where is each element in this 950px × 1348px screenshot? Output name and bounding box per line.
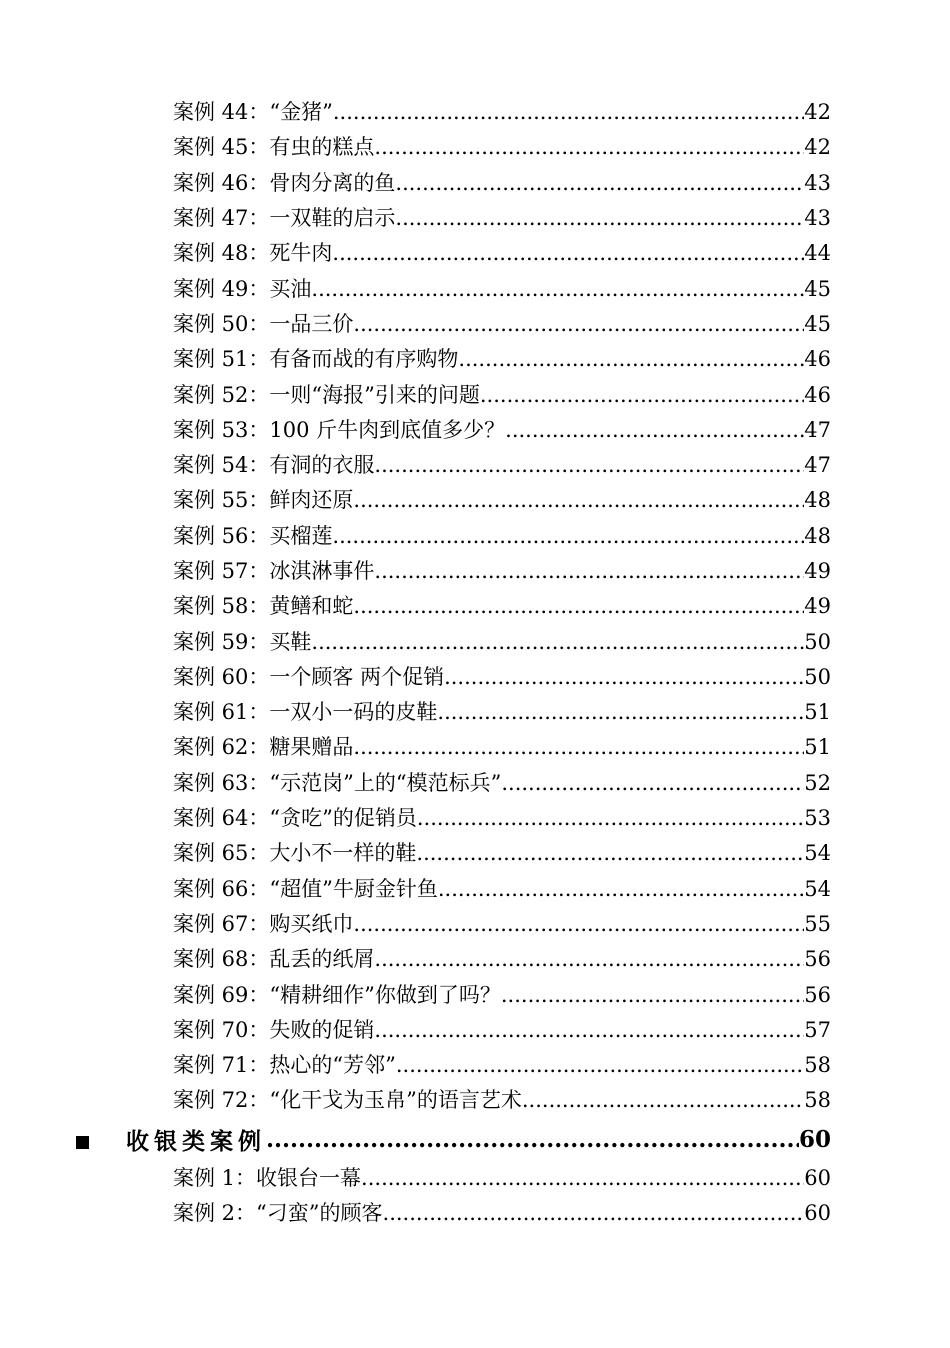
toc-entry-page: 45 — [804, 311, 831, 336]
toc-entry[interactable] — [0, 236, 950, 271]
toc-entry-page: 53 — [804, 806, 831, 831]
dot-leader — [311, 272, 804, 307]
toc-entry-page: 51 — [804, 735, 831, 760]
toc-entry-title: 案例 63：“示范岗”上的“模范标兵” — [173, 770, 502, 795]
toc-entry[interactable] — [0, 1048, 950, 1083]
toc-entry-title: 案例 72：“化干戈为玉帛”的语言艺术 — [173, 1088, 522, 1113]
toc-entry-title: 案例 57：冰淇淋事件 — [173, 559, 375, 583]
toc-entry-title: 案例 66：“超值”牛厨金针鱼 — [173, 876, 438, 901]
toc-entry[interactable] — [0, 554, 950, 589]
dot-leader — [396, 1048, 804, 1083]
dot-leader — [332, 236, 804, 271]
toc-entry[interactable] — [0, 624, 950, 659]
toc-entry-title: 案例 55：鲜肉还原 — [173, 488, 354, 513]
toc-entry-page: 49 — [804, 559, 831, 583]
toc-entry[interactable] — [0, 95, 950, 130]
dot-leader — [444, 660, 804, 695]
dot-leader — [480, 378, 804, 413]
toc-entry-page: 60 — [804, 1201, 831, 1226]
toc-entry-title: 案例 1：收银台一幕 — [173, 1165, 362, 1190]
toc-entry-page: 51 — [804, 700, 831, 725]
dot-leader — [395, 201, 804, 236]
toc-entry[interactable] — [0, 166, 950, 201]
dot-leader — [374, 942, 804, 977]
toc-entry-page: 54 — [804, 876, 831, 901]
toc-entry-page: 49 — [804, 594, 831, 619]
toc-entry-page: 42 — [804, 135, 831, 160]
toc-entry-page: 52 — [804, 770, 831, 795]
dot-leader — [458, 342, 804, 377]
dot-leader — [501, 766, 804, 801]
toc-entry-title: 案例 68：乱丢的纸屑 — [173, 947, 375, 972]
toc-entry-page: 50 — [804, 664, 831, 689]
toc-entry-title: 案例 71：热心的“芳邻” — [173, 1053, 396, 1078]
toc-entry-page: 58 — [804, 1053, 831, 1078]
dot-leader — [311, 625, 804, 660]
toc-entry[interactable] — [0, 907, 950, 942]
toc-entry-title: 案例 51：有备而战的有序购物 — [173, 347, 459, 372]
dot-leader — [333, 95, 804, 130]
toc-entry-title: 案例 61：一双小一码的皮鞋 — [173, 700, 438, 725]
dot-leader — [416, 836, 804, 871]
toc-entry[interactable] — [0, 977, 950, 1012]
dot-leader — [353, 730, 804, 765]
toc-entry[interactable] — [0, 413, 950, 448]
toc-entry-title: 案例 45：有虫的糕点 — [173, 135, 375, 160]
toc-entry[interactable] — [0, 836, 950, 871]
toc-entry[interactable] — [0, 1013, 950, 1048]
toc-entry-page: 46 — [804, 382, 831, 407]
toc-entry[interactable] — [0, 695, 950, 730]
toc-entry-title: 案例 49：买油 — [173, 276, 312, 301]
toc-entry[interactable] — [0, 1083, 950, 1118]
toc-entry-title: 案例 48：死牛肉 — [173, 241, 333, 266]
toc-section-heading[interactable] — [0, 1119, 950, 1161]
toc-entry-title: 案例 50：一品三价 — [173, 311, 354, 336]
dot-leader — [353, 589, 804, 624]
dot-leader — [383, 1196, 805, 1231]
toc-entry[interactable] — [0, 1196, 950, 1231]
toc-entry[interactable] — [0, 1161, 950, 1196]
toc-entry[interactable] — [0, 483, 950, 518]
toc-entry[interactable] — [0, 377, 950, 412]
toc-entry-title: 案例 52：一则“海报”引来的问题 — [173, 382, 480, 407]
toc-entry[interactable] — [0, 660, 950, 695]
dot-leader — [417, 801, 804, 836]
toc-entry-page: 58 — [804, 1088, 831, 1113]
toc-entry[interactable] — [0, 271, 950, 306]
dot-leader — [505, 413, 804, 448]
dot-leader — [395, 166, 804, 201]
toc-entry-page: 44 — [804, 241, 831, 266]
toc-entry-page: 43 — [804, 206, 831, 231]
toc-entry-title: 案例 69：“精耕细作”你做到了吗？ — [173, 982, 501, 1007]
dot-leader — [353, 307, 804, 342]
square-bullet-icon — [76, 1136, 89, 1149]
toc-entry-title: 案例 59：买鞋 — [173, 629, 312, 654]
toc-entry[interactable] — [0, 342, 950, 377]
toc-entry-page: 42 — [804, 100, 831, 125]
toc-entry[interactable] — [0, 307, 950, 342]
toc-entry-page: 57 — [804, 1017, 831, 1042]
table-of-contents — [0, 95, 950, 1231]
dot-leader — [374, 130, 804, 165]
toc-entry-page: 47 — [804, 453, 831, 478]
toc-entry-title: 案例 60：一个顾客 两个促销 — [173, 664, 445, 689]
dot-leader — [522, 1083, 804, 1118]
toc-entry-page: 60 — [804, 1165, 831, 1190]
dot-leader — [361, 1161, 804, 1196]
toc-entry[interactable] — [0, 942, 950, 977]
dot-leader — [374, 554, 804, 589]
toc-entry-page: 47 — [804, 417, 831, 442]
toc-entry[interactable] — [0, 519, 950, 554]
toc-entry-title: 案例 56：买榴莲 — [173, 523, 333, 548]
toc-entry-page: 48 — [804, 488, 831, 513]
dot-leader — [374, 1013, 804, 1048]
toc-entry-page: 54 — [804, 841, 831, 866]
toc-entry-page: 48 — [804, 523, 831, 548]
toc-entry[interactable] — [0, 589, 950, 624]
dot-leader — [374, 448, 804, 483]
section-page: 60 — [798, 1126, 831, 1154]
toc-entry-title: 案例 58：黄鳝和蛇 — [173, 594, 354, 619]
toc-entry-page: 56 — [804, 982, 831, 1007]
toc-entry-title: 案例 67：购买纸巾 — [173, 911, 354, 936]
toc-entry-title: 案例 44：“金猪” — [173, 100, 333, 125]
toc-entry[interactable] — [0, 130, 950, 165]
dot-leader — [353, 907, 804, 942]
toc-entry-title: 案例 47：一双鞋的启示 — [173, 206, 396, 231]
toc-entry[interactable] — [0, 872, 950, 907]
toc-entry-title: 案例 70：失败的促销 — [173, 1017, 375, 1042]
toc-entry-page: 50 — [804, 629, 831, 654]
toc-entry-title: 案例 64：“贪吃”的促销员 — [173, 806, 417, 831]
toc-entry-page: 56 — [804, 947, 831, 972]
toc-entry-page: 43 — [804, 170, 831, 195]
toc-entry-page: 45 — [804, 276, 831, 301]
toc-entry[interactable] — [0, 730, 950, 765]
toc-entry-title: 案例 62：糖果赠品 — [173, 735, 354, 760]
dot-leader — [437, 695, 804, 730]
toc-entry-title: 案例 54：有洞的衣服 — [173, 453, 375, 478]
dot-leader — [501, 978, 804, 1013]
toc-entry[interactable] — [0, 801, 950, 836]
toc-entry-title: 案例 65：大小不一样的鞋 — [173, 841, 417, 866]
section-title: 收银类案例 — [126, 1128, 266, 1156]
toc-entry-page: 55 — [804, 911, 831, 936]
toc-entry-title: 案例 2：“刁蛮”的顾客 — [173, 1201, 383, 1226]
toc-entry[interactable] — [0, 448, 950, 483]
toc-entry-title: 案例 46：骨肉分离的鱼 — [173, 170, 396, 195]
toc-entry[interactable] — [0, 766, 950, 801]
toc-entry-page: 46 — [804, 347, 831, 372]
dot-leader — [353, 483, 804, 518]
dot-leader — [438, 872, 804, 907]
dot-leader — [266, 1126, 799, 1153]
toc-entry-title: 案例 53：100 斤牛肉到底值多少？ — [173, 417, 506, 442]
toc-entry[interactable] — [0, 201, 950, 236]
dot-leader — [332, 519, 804, 554]
